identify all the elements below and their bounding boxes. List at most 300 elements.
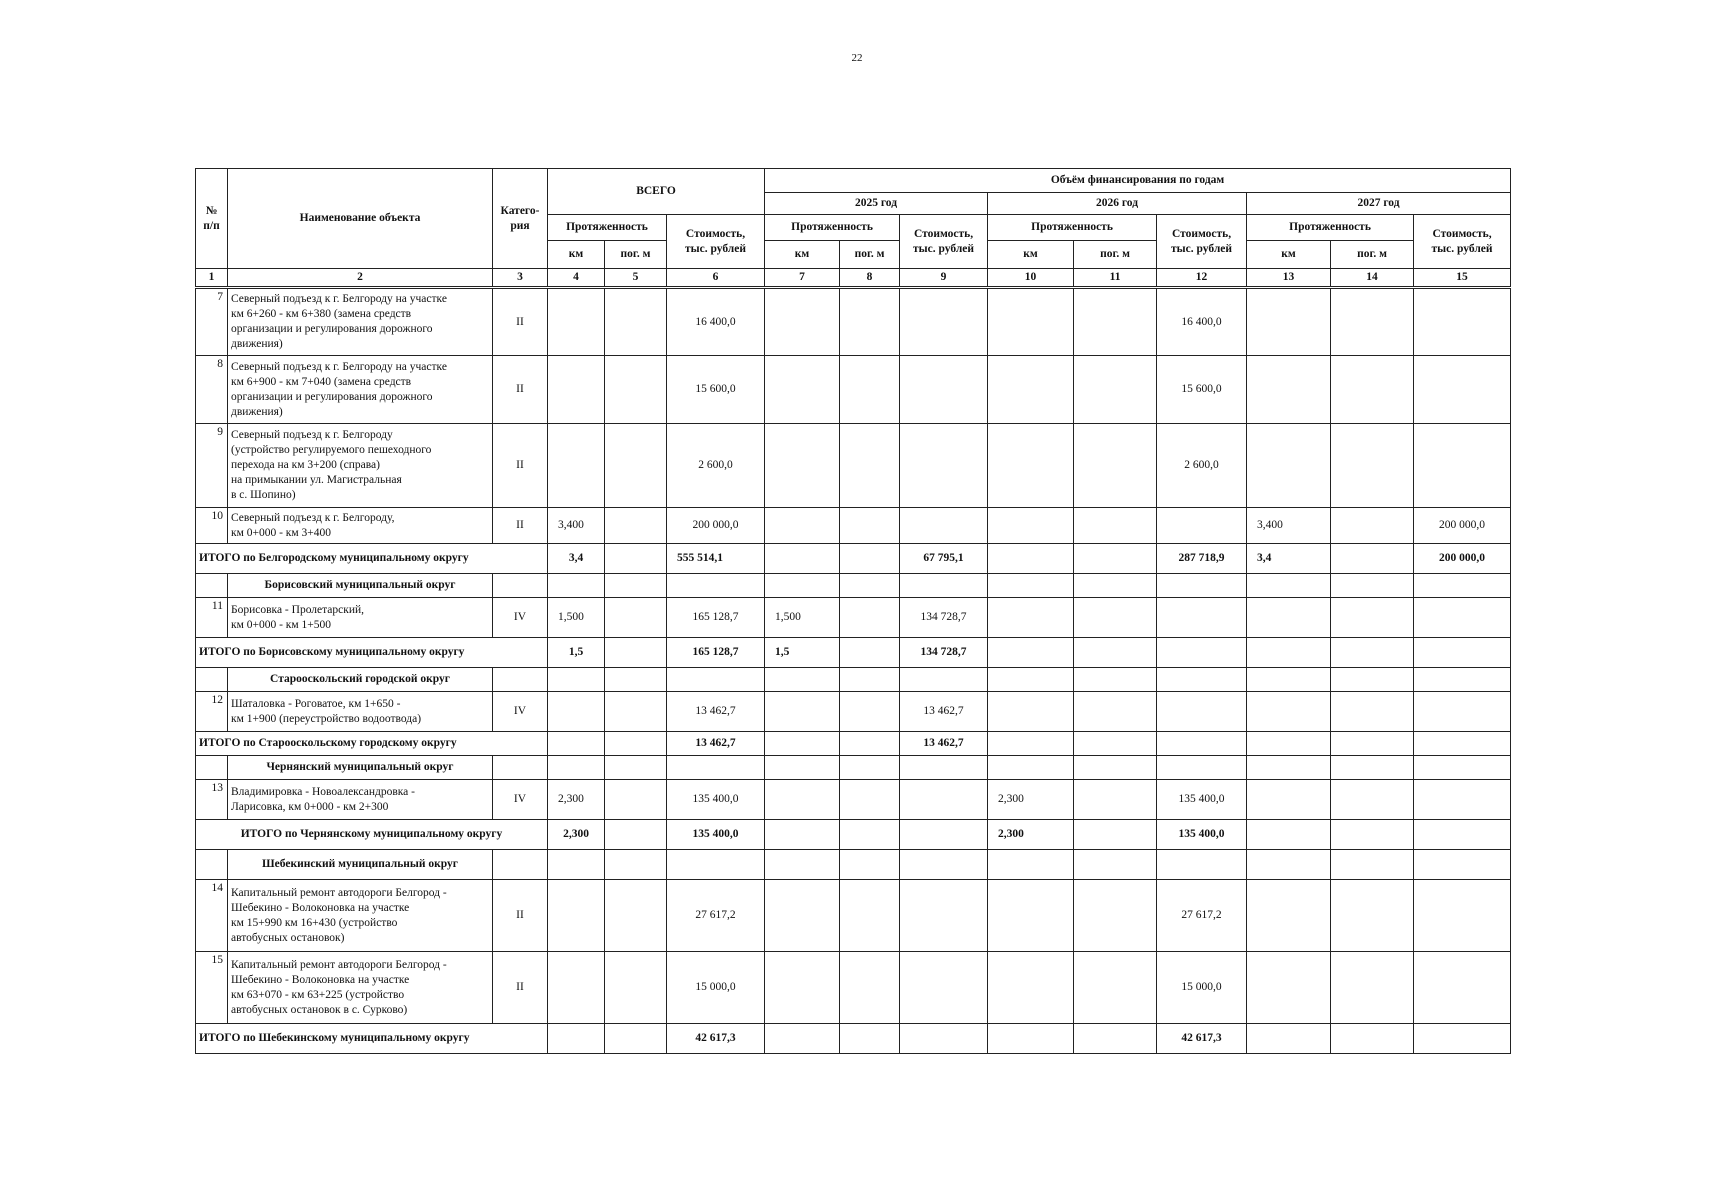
cell-value: 15 600,0 bbox=[667, 356, 765, 424]
header-cost-2026: Стоимость, тыс. рублей bbox=[1157, 215, 1247, 269]
cell-value bbox=[765, 780, 840, 820]
cell-value: 2 600,0 bbox=[1157, 424, 1247, 508]
header-pog-m: пог. м bbox=[605, 241, 667, 269]
cell-value bbox=[1331, 356, 1414, 424]
table-row bbox=[196, 288, 1511, 356]
cell-value bbox=[765, 820, 840, 850]
cell-value bbox=[840, 356, 900, 424]
header-km: км bbox=[765, 241, 840, 269]
category: II bbox=[493, 508, 548, 544]
cell-value bbox=[1157, 732, 1247, 756]
cell-value bbox=[605, 508, 667, 544]
empty-cell bbox=[1414, 668, 1511, 692]
cell-value bbox=[1074, 598, 1157, 638]
cell-value bbox=[605, 638, 667, 668]
cell-value: 27 617,2 bbox=[667, 880, 765, 952]
cell-value bbox=[1247, 288, 1331, 356]
cell-value bbox=[1414, 732, 1511, 756]
header-name: Наименование объекта bbox=[228, 169, 493, 269]
col-number: 10 bbox=[988, 269, 1074, 288]
cell-value bbox=[840, 820, 900, 850]
cell-value: 13 462,7 bbox=[900, 692, 988, 732]
header-pog-m: пог. м bbox=[840, 241, 900, 269]
empty-cell bbox=[1074, 850, 1157, 880]
cell-value bbox=[1247, 692, 1331, 732]
header-km: км bbox=[988, 241, 1074, 269]
col-number: 7 bbox=[765, 269, 840, 288]
empty-cell bbox=[605, 668, 667, 692]
empty-cell bbox=[493, 756, 548, 780]
cell-value: 165 128,7 bbox=[667, 598, 765, 638]
cell-value bbox=[765, 424, 840, 508]
district-name: Шебекинский муниципальный округ bbox=[228, 850, 493, 880]
empty-cell bbox=[667, 668, 765, 692]
empty-cell bbox=[765, 668, 840, 692]
empty-cell bbox=[765, 756, 840, 780]
district-name: Чернянский муниципальный округ bbox=[228, 756, 493, 780]
cell-value bbox=[1414, 638, 1511, 668]
table-row bbox=[196, 952, 1511, 1024]
cell-value: 555 514,1 bbox=[667, 544, 765, 574]
cell-value: 67 795,1 bbox=[900, 544, 988, 574]
cell-value: 134 728,7 bbox=[900, 598, 988, 638]
empty-cell bbox=[1414, 850, 1511, 880]
category: IV bbox=[493, 780, 548, 820]
category: II bbox=[493, 952, 548, 1024]
district-name: Старооскольский городской округ bbox=[228, 668, 493, 692]
empty-cell bbox=[548, 668, 605, 692]
cell-value bbox=[1331, 820, 1414, 850]
cell-value bbox=[1074, 1024, 1157, 1054]
cell-value: 15 000,0 bbox=[667, 952, 765, 1024]
cell-value bbox=[988, 638, 1074, 668]
cell-value bbox=[840, 638, 900, 668]
cell-value: 13 462,7 bbox=[667, 732, 765, 756]
cell-value bbox=[765, 692, 840, 732]
funding-table bbox=[195, 168, 1511, 1054]
cell-value bbox=[605, 820, 667, 850]
cell-value bbox=[1331, 1024, 1414, 1054]
cell-value: 13 462,7 bbox=[667, 692, 765, 732]
empty-cell bbox=[765, 850, 840, 880]
cell-value bbox=[1331, 424, 1414, 508]
cell-value: 200 000,0 bbox=[667, 508, 765, 544]
cell-value: 200 000,0 bbox=[1414, 544, 1511, 574]
cell-value bbox=[1331, 952, 1414, 1024]
table-row bbox=[196, 598, 1511, 638]
cell-value bbox=[988, 598, 1074, 638]
cell-value bbox=[840, 508, 900, 544]
cell-value bbox=[1074, 424, 1157, 508]
cell-value bbox=[988, 544, 1074, 574]
column-numbers-row bbox=[196, 269, 1511, 288]
cell-value bbox=[1247, 356, 1331, 424]
empty-cell bbox=[765, 574, 840, 598]
cell-value bbox=[900, 880, 988, 952]
col-number: 5 bbox=[605, 269, 667, 288]
empty-cell bbox=[1074, 756, 1157, 780]
header-year-2027: 2027 год bbox=[1247, 193, 1511, 215]
cell-value bbox=[1414, 288, 1511, 356]
cell-value: 16 400,0 bbox=[1157, 288, 1247, 356]
cell-value: 2,300 bbox=[548, 780, 605, 820]
category: IV bbox=[493, 692, 548, 732]
empty-cell bbox=[988, 850, 1074, 880]
cell-value: 135 400,0 bbox=[1157, 820, 1247, 850]
cell-value: 135 400,0 bbox=[667, 780, 765, 820]
header-category: Катего- рия bbox=[493, 169, 548, 269]
header-funding: Объём финансирования по годам bbox=[765, 169, 1511, 193]
total-row bbox=[196, 544, 1511, 574]
cell-value bbox=[548, 356, 605, 424]
cell-value bbox=[840, 952, 900, 1024]
row-number: 7 bbox=[196, 288, 228, 356]
cell-value bbox=[765, 880, 840, 952]
empty-cell bbox=[1157, 668, 1247, 692]
cell-value bbox=[988, 424, 1074, 508]
header-pog-m: пог. м bbox=[1074, 241, 1157, 269]
cell-value bbox=[605, 880, 667, 952]
empty-cell bbox=[1157, 574, 1247, 598]
cell-value bbox=[988, 692, 1074, 732]
cell-value bbox=[988, 880, 1074, 952]
cell-value bbox=[900, 424, 988, 508]
cell-value bbox=[1247, 424, 1331, 508]
empty-cell bbox=[196, 756, 228, 780]
cell-value: 1,500 bbox=[765, 598, 840, 638]
cell-value bbox=[1331, 880, 1414, 952]
empty-cell bbox=[1331, 574, 1414, 598]
object-name: Шаталовка - Роговатое, км 1+650 - км 1+900 (переустройство водоотвода) bbox=[228, 692, 493, 732]
cell-value bbox=[1074, 880, 1157, 952]
row-number: 12 bbox=[196, 692, 228, 732]
header-total: ВСЕГО bbox=[548, 169, 765, 215]
cell-value bbox=[840, 424, 900, 508]
cell-value bbox=[1414, 780, 1511, 820]
cell-value bbox=[1414, 424, 1511, 508]
cell-value bbox=[900, 820, 988, 850]
col-number: 15 bbox=[1414, 269, 1511, 288]
header-pog-m: пог. м bbox=[1331, 241, 1414, 269]
cell-value bbox=[1247, 638, 1331, 668]
cell-value bbox=[1074, 356, 1157, 424]
empty-cell bbox=[1157, 756, 1247, 780]
district-row bbox=[196, 756, 1511, 780]
cell-value bbox=[765, 508, 840, 544]
empty-cell bbox=[605, 850, 667, 880]
cell-value: 1,500 bbox=[548, 598, 605, 638]
empty-cell bbox=[1331, 850, 1414, 880]
total-row bbox=[196, 732, 1511, 756]
cell-value bbox=[988, 732, 1074, 756]
page-number: 22 bbox=[851, 52, 863, 64]
empty-cell bbox=[548, 574, 605, 598]
header-year-2025: 2025 год bbox=[765, 193, 988, 215]
cell-value: 3,4 bbox=[1247, 544, 1331, 574]
cell-value bbox=[605, 952, 667, 1024]
col-number: 12 bbox=[1157, 269, 1247, 288]
category: II bbox=[493, 356, 548, 424]
empty-cell bbox=[1247, 850, 1331, 880]
col-number: 9 bbox=[900, 269, 988, 288]
object-name: Борисовка - Пролетарский, км 0+000 - км 1+500 bbox=[228, 598, 493, 638]
cell-value bbox=[840, 1024, 900, 1054]
col-number: 11 bbox=[1074, 269, 1157, 288]
cell-value: 1,5 bbox=[765, 638, 840, 668]
row-number: 14 bbox=[196, 880, 228, 952]
cell-value bbox=[840, 880, 900, 952]
cell-value bbox=[840, 288, 900, 356]
empty-cell bbox=[493, 850, 548, 880]
category: II bbox=[493, 880, 548, 952]
cell-value: 27 617,2 bbox=[1157, 880, 1247, 952]
cell-value bbox=[1331, 508, 1414, 544]
empty-cell bbox=[196, 574, 228, 598]
empty-cell bbox=[900, 668, 988, 692]
empty-cell bbox=[840, 574, 900, 598]
cell-value bbox=[1074, 638, 1157, 668]
cell-value: 3,400 bbox=[548, 508, 605, 544]
cell-value bbox=[1331, 544, 1414, 574]
district-row bbox=[196, 574, 1511, 598]
cell-value: 287 718,9 bbox=[1157, 544, 1247, 574]
cell-value: 165 128,7 bbox=[667, 638, 765, 668]
total-label: ИТОГО по Чернянскому муниципальному округу bbox=[196, 820, 548, 850]
cell-value bbox=[1414, 880, 1511, 952]
cell-value bbox=[900, 1024, 988, 1054]
empty-cell bbox=[605, 574, 667, 598]
cell-value bbox=[1074, 288, 1157, 356]
col-number: 6 bbox=[667, 269, 765, 288]
header-km: км bbox=[548, 241, 605, 269]
total-label: ИТОГО по Старооскольскому городскому округу bbox=[196, 732, 548, 756]
cell-value bbox=[548, 880, 605, 952]
empty-cell bbox=[1074, 668, 1157, 692]
header-cost-2027: Стоимость, тыс. рублей bbox=[1414, 215, 1511, 269]
cell-value bbox=[765, 544, 840, 574]
object-name: Северный подъезд к г. Белгороду, км 0+000 - км 3+400 bbox=[228, 508, 493, 544]
table-row bbox=[196, 508, 1511, 544]
table-row bbox=[196, 780, 1511, 820]
cell-value: 15 000,0 bbox=[1157, 952, 1247, 1024]
header-km: км bbox=[1247, 241, 1331, 269]
empty-cell bbox=[667, 850, 765, 880]
cell-value bbox=[1247, 880, 1331, 952]
col-number: 14 bbox=[1331, 269, 1414, 288]
cell-value bbox=[1074, 820, 1157, 850]
empty-cell bbox=[493, 668, 548, 692]
empty-cell bbox=[1414, 574, 1511, 598]
empty-cell bbox=[667, 756, 765, 780]
empty-cell bbox=[988, 668, 1074, 692]
cell-value: 13 462,7 bbox=[900, 732, 988, 756]
cell-value: 42 617,3 bbox=[667, 1024, 765, 1054]
cell-value: 42 617,3 bbox=[1157, 1024, 1247, 1054]
col-number: 4 bbox=[548, 269, 605, 288]
cell-value bbox=[1331, 598, 1414, 638]
empty-cell bbox=[988, 756, 1074, 780]
cell-value bbox=[548, 732, 605, 756]
empty-cell bbox=[667, 574, 765, 598]
empty-cell bbox=[1414, 756, 1511, 780]
cell-value bbox=[1247, 598, 1331, 638]
cell-value: 2,300 bbox=[988, 820, 1074, 850]
district-row bbox=[196, 668, 1511, 692]
cell-value bbox=[1414, 598, 1511, 638]
empty-cell bbox=[196, 668, 228, 692]
cell-value bbox=[840, 598, 900, 638]
empty-cell bbox=[1331, 668, 1414, 692]
table-row bbox=[196, 692, 1511, 732]
cell-value bbox=[840, 780, 900, 820]
cell-value bbox=[1331, 780, 1414, 820]
cell-value bbox=[988, 1024, 1074, 1054]
cell-value bbox=[840, 544, 900, 574]
object-name: Капитальный ремонт автодороги Белгород - Шебекино - Волоконовка на участке км 15+990 км 16+430 (устройство автобусных остановок) bbox=[228, 880, 493, 952]
empty-cell bbox=[493, 574, 548, 598]
row-number: 11 bbox=[196, 598, 228, 638]
cell-value bbox=[900, 780, 988, 820]
empty-cell bbox=[900, 574, 988, 598]
cell-value: 200 000,0 bbox=[1414, 508, 1511, 544]
cell-value bbox=[548, 1024, 605, 1054]
empty-cell bbox=[900, 756, 988, 780]
cell-value bbox=[900, 952, 988, 1024]
cell-value bbox=[605, 1024, 667, 1054]
cell-value bbox=[988, 356, 1074, 424]
object-name: Владимировка - Новоалександровка - Ларисовка, км 0+000 - км 2+300 bbox=[228, 780, 493, 820]
table-row bbox=[196, 880, 1511, 952]
empty-cell bbox=[840, 850, 900, 880]
cell-value bbox=[548, 952, 605, 1024]
cell-value: 2,300 bbox=[988, 780, 1074, 820]
empty-cell bbox=[1157, 850, 1247, 880]
object-name: Северный подъезд к г. Белгороду на участке км 6+260 - км 6+380 (замена средств организации и регулирования дорожного движения) bbox=[228, 288, 493, 356]
cell-value bbox=[1074, 780, 1157, 820]
total-row bbox=[196, 638, 1511, 668]
cell-value bbox=[765, 356, 840, 424]
cell-value bbox=[1414, 356, 1511, 424]
cell-value bbox=[1157, 692, 1247, 732]
header-length-total: Протяженность bbox=[548, 215, 667, 241]
cell-value bbox=[1331, 638, 1414, 668]
cell-value: 16 400,0 bbox=[667, 288, 765, 356]
empty-cell bbox=[1247, 756, 1331, 780]
cell-value bbox=[1414, 1024, 1511, 1054]
cell-value: 1,5 bbox=[548, 638, 605, 668]
empty-cell bbox=[1247, 668, 1331, 692]
cell-value bbox=[605, 424, 667, 508]
row-number: 10 bbox=[196, 508, 228, 544]
cell-value: 2 600,0 bbox=[667, 424, 765, 508]
cell-value: 135 400,0 bbox=[1157, 780, 1247, 820]
cell-value bbox=[548, 424, 605, 508]
cell-value bbox=[1247, 820, 1331, 850]
table-row bbox=[196, 356, 1511, 424]
header-cost-total: Стоимость, тыс. рублей bbox=[667, 215, 765, 269]
row-number: 13 bbox=[196, 780, 228, 820]
empty-cell bbox=[840, 756, 900, 780]
empty-cell bbox=[548, 756, 605, 780]
cell-value bbox=[1074, 544, 1157, 574]
header-length-2025: Протяженность bbox=[765, 215, 900, 241]
cell-value bbox=[1414, 952, 1511, 1024]
category: II bbox=[493, 288, 548, 356]
cell-value bbox=[1157, 508, 1247, 544]
cell-value: 15 600,0 bbox=[1157, 356, 1247, 424]
cell-value bbox=[1074, 508, 1157, 544]
cell-value bbox=[605, 732, 667, 756]
empty-cell bbox=[900, 850, 988, 880]
col-number: 13 bbox=[1247, 269, 1331, 288]
cell-value bbox=[900, 508, 988, 544]
cell-value bbox=[1074, 732, 1157, 756]
empty-cell bbox=[1331, 756, 1414, 780]
row-number: 8 bbox=[196, 356, 228, 424]
cell-value bbox=[1247, 732, 1331, 756]
cell-value bbox=[900, 288, 988, 356]
cell-value bbox=[548, 288, 605, 356]
cell-value bbox=[765, 288, 840, 356]
empty-cell bbox=[548, 850, 605, 880]
header-row-main bbox=[196, 169, 1511, 193]
cell-value bbox=[840, 732, 900, 756]
cell-value bbox=[1157, 638, 1247, 668]
empty-cell bbox=[1247, 574, 1331, 598]
header-cost-2025: Стоимость, тыс. рублей bbox=[900, 215, 988, 269]
col-number: 1 bbox=[196, 269, 228, 288]
total-row bbox=[196, 1024, 1511, 1054]
cell-value bbox=[840, 692, 900, 732]
total-row bbox=[196, 820, 1511, 850]
empty-cell bbox=[605, 756, 667, 780]
cell-value bbox=[605, 288, 667, 356]
empty-cell bbox=[1074, 574, 1157, 598]
cell-value bbox=[605, 692, 667, 732]
total-label: ИТОГО по Шебекинскому муниципальному округу bbox=[196, 1024, 548, 1054]
cell-value bbox=[1414, 692, 1511, 732]
header-length-2026: Протяженность bbox=[988, 215, 1157, 241]
table-row bbox=[196, 424, 1511, 508]
cell-value bbox=[548, 692, 605, 732]
district-row bbox=[196, 850, 1511, 880]
cell-value bbox=[1247, 1024, 1331, 1054]
cell-value: 3,4 bbox=[548, 544, 605, 574]
cell-value: 2,300 bbox=[548, 820, 605, 850]
cell-value bbox=[900, 356, 988, 424]
cell-value bbox=[605, 598, 667, 638]
cell-value bbox=[988, 288, 1074, 356]
object-name: Капитальный ремонт автодороги Белгород - Шебекино - Волоконовка на участке км 63+070 - км 63+225 (устройство автобусных остановок в с. Сурково) bbox=[228, 952, 493, 1024]
cell-value bbox=[1247, 952, 1331, 1024]
cell-value bbox=[1414, 820, 1511, 850]
cell-value: 3,400 bbox=[1247, 508, 1331, 544]
total-label: ИТОГО по Борисовскому муниципальному округу bbox=[196, 638, 548, 668]
cell-value bbox=[765, 1024, 840, 1054]
cell-value bbox=[605, 356, 667, 424]
object-name: Северный подъезд к г. Белгороду (устройство регулируемого пешеходного перехода на км 3+200 (справа) на примыкании ул. Магистральная в с. Шопино) bbox=[228, 424, 493, 508]
cell-value: 134 728,7 bbox=[900, 638, 988, 668]
header-num: № п/п bbox=[196, 169, 228, 269]
header-length-2027: Протяженность bbox=[1247, 215, 1414, 241]
empty-cell bbox=[988, 574, 1074, 598]
cell-value bbox=[988, 508, 1074, 544]
cell-value bbox=[605, 780, 667, 820]
object-name: Северный подъезд к г. Белгороду на участке км 6+900 - км 7+040 (замена средств организации и регулирования дорожного движения) bbox=[228, 356, 493, 424]
cell-value bbox=[1074, 692, 1157, 732]
cell-value bbox=[1247, 780, 1331, 820]
cell-value bbox=[1331, 288, 1414, 356]
